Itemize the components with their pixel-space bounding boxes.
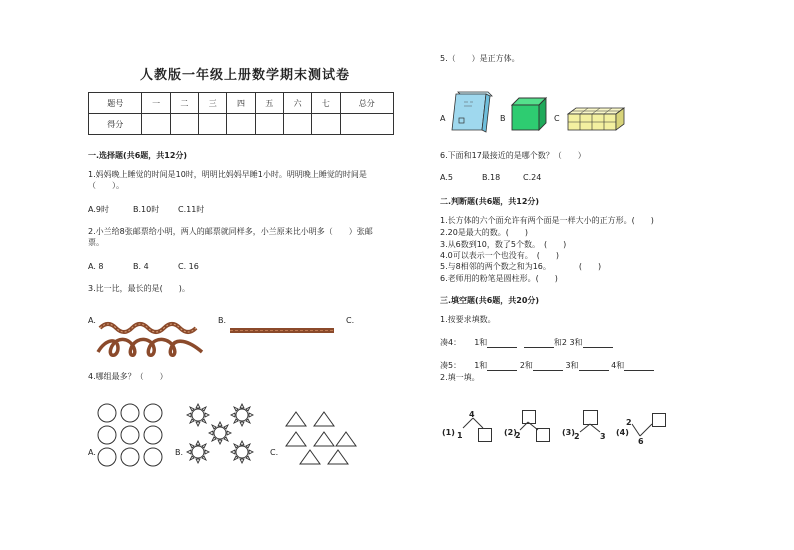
answer-box[interactable] xyxy=(652,413,666,427)
bond-number: 6 xyxy=(638,437,644,446)
cube-image xyxy=(510,96,548,132)
triangles-group-image xyxy=(282,410,358,468)
option-b[interactable]: B.10时 xyxy=(133,205,160,214)
question-text: 6.下面和17最接近的是哪个数？（ ） xyxy=(440,151,586,160)
fill-label: 4和 xyxy=(611,361,625,370)
fill-row xyxy=(440,361,654,371)
bond-number: 1 xyxy=(457,431,463,440)
fill-label: 2和 xyxy=(519,361,533,370)
score-table-cell: 四 xyxy=(227,93,255,114)
score-table-cell: 得分 xyxy=(89,114,142,135)
option-b[interactable]: B xyxy=(500,114,506,123)
question-text: （ ）。 xyxy=(88,181,124,190)
fill-blank[interactable] xyxy=(487,339,517,348)
diagram-label: (3) xyxy=(562,428,575,437)
rope-b-image xyxy=(228,326,338,336)
answer-box[interactable] xyxy=(583,410,598,425)
question-text: 1.妈妈晚上睡觉的时间是10时，明明比妈妈早睡1小时。明明晚上睡觉的时间是 xyxy=(88,170,367,179)
bond-number: 2 xyxy=(626,418,632,427)
bond-number: 2 xyxy=(574,432,580,441)
score-table-cell: 题号 xyxy=(89,93,142,114)
fill-label: 3和 xyxy=(565,361,579,370)
cuboid-image xyxy=(566,106,626,132)
fill-label: 1和 xyxy=(474,361,488,370)
fill-blank[interactable] xyxy=(579,362,609,371)
option-c[interactable]: C.11时 xyxy=(178,205,205,214)
question-text: 1.按要求填数。 xyxy=(440,315,496,324)
option-a[interactable]: A.5 xyxy=(440,173,453,182)
question-text: 2.填一填。 xyxy=(440,373,480,382)
page-title: 人教版一年级上册数学期末测试卷 xyxy=(140,68,351,83)
section-heading: 二.判断题(共6题，共12分) xyxy=(440,197,540,206)
score-input-cell[interactable] xyxy=(340,114,393,135)
score-table-header-row xyxy=(89,93,394,114)
fill-blank[interactable] xyxy=(487,362,517,371)
score-table-cell: 一 xyxy=(142,93,170,114)
option-a[interactable]: A. 8 xyxy=(88,262,104,271)
bond-number: 2 xyxy=(515,431,521,440)
score-table-cell: 二 xyxy=(170,93,198,114)
option-b[interactable]: B. xyxy=(175,448,184,457)
score-table-cell: 六 xyxy=(283,93,311,114)
bond-number: 4 xyxy=(469,410,475,419)
score-input-cell[interactable] xyxy=(283,114,311,135)
section-heading: 三.填空题(共6题，共20分) xyxy=(440,296,540,305)
option-c[interactable]: C. 16 xyxy=(178,262,199,271)
option-b[interactable]: B. xyxy=(218,316,227,325)
diagram-label: (1) xyxy=(442,428,455,437)
score-table-cell: 三 xyxy=(199,93,227,114)
question-text: 5.（ ）是正方体。 xyxy=(440,54,520,63)
option-c[interactable]: C. xyxy=(346,316,355,325)
judgment-item[interactable]: 2.20是最大的数。( ) xyxy=(440,228,529,237)
score-table-cell: 总分 xyxy=(340,93,393,114)
diagram-label: (2) xyxy=(504,428,517,437)
judgment-item[interactable]: 1.长方体的六个面允许有两个面是一样大小的正方形。( ) xyxy=(440,216,654,225)
fill-label: 和2 3和 xyxy=(553,338,583,347)
fill-row-label: 凑4： xyxy=(440,338,462,347)
fill-blank[interactable] xyxy=(533,362,563,371)
score-input-cell[interactable] xyxy=(255,114,283,135)
score-input-cell[interactable] xyxy=(170,114,198,135)
option-a[interactable]: A. xyxy=(88,316,96,325)
score-input-cell[interactable] xyxy=(312,114,340,135)
score-table-cell: 七 xyxy=(312,93,340,114)
option-a[interactable]: A.9时 xyxy=(88,205,109,214)
score-input-cell[interactable] xyxy=(227,114,255,135)
fill-blank[interactable] xyxy=(583,339,613,348)
score-input-cell[interactable] xyxy=(199,114,227,135)
score-table xyxy=(88,92,394,135)
judgment-item[interactable]: 5.与8相邻的两个数之和为16。 ( ) xyxy=(440,262,602,271)
fill-blank[interactable] xyxy=(524,339,554,348)
option-b[interactable]: B. 4 xyxy=(133,262,149,271)
judgment-item[interactable]: 4.0可以表示一个也没有。 ( ) xyxy=(440,251,559,260)
question-text: 2.小兰给8张邮票给小明，两人的邮票就同样多，小兰原来比小明多（ ）张邮 xyxy=(88,227,373,236)
judgment-item[interactable]: 3.从6数到10，数了5个数。 ( ) xyxy=(440,240,567,249)
answer-box[interactable] xyxy=(522,410,536,424)
fill-row xyxy=(440,338,613,348)
option-c[interactable]: C.24 xyxy=(523,173,542,182)
option-c[interactable]: C xyxy=(554,114,560,123)
answer-box[interactable] xyxy=(536,428,550,442)
diagram-label: (4) xyxy=(616,428,629,437)
rope-a-image xyxy=(96,318,206,360)
thin-box-image xyxy=(450,88,496,134)
circles-group-image xyxy=(96,402,168,468)
question-text: 3.比一比，最长的是( )。 xyxy=(88,284,190,293)
option-a[interactable]: A. xyxy=(88,448,96,457)
judgment-item[interactable]: 6.老师用的粉笔是圆柱形。( ) xyxy=(440,274,558,283)
fill-row-label: 凑5： xyxy=(440,361,462,370)
question-text: 4.哪组最多？（ ） xyxy=(88,372,168,381)
option-c[interactable]: C. xyxy=(270,448,279,457)
score-table-score-row xyxy=(89,114,394,135)
question-text: 票。 xyxy=(88,238,104,247)
fill-blank[interactable] xyxy=(624,362,654,371)
score-table-cell: 五 xyxy=(255,93,283,114)
option-a[interactable]: A xyxy=(440,114,446,123)
score-input-cell[interactable] xyxy=(142,114,170,135)
fill-label: 1和 xyxy=(474,338,488,347)
answer-box[interactable] xyxy=(478,428,492,442)
section-heading: 一.选择题(共6题，共12分) xyxy=(88,151,188,160)
option-b[interactable]: B.18 xyxy=(482,173,501,182)
bond-number: 3 xyxy=(600,432,606,441)
suns-group-image xyxy=(184,402,264,468)
